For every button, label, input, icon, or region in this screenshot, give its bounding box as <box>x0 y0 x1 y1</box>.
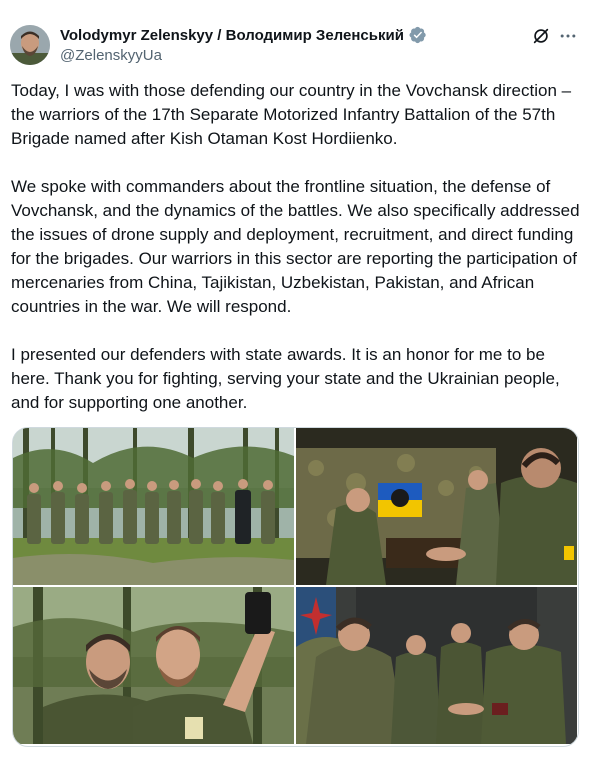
verified-badge-icon[interactable] <box>409 26 427 44</box>
tweet-paragraph: I presented our defenders with state awards. It is an honor for me to be here. Thank you for fighting, serving your state and the Ukrainian people, and for supporting one another. <box>11 345 560 412</box>
photo-award-ceremony[interactable] <box>296 587 577 744</box>
tweet-paragraph: Today, I was with those defending our country in the Vovchansk direction – the warriors of the 17th Separate Motorized Infantry Battalion of the 57th Brigade named after Kish Otaman Kost Hordiienko. <box>11 81 572 148</box>
more-options-button[interactable] <box>556 25 580 47</box>
tweet-text <box>11 79 586 439</box>
more-options-icon <box>558 26 578 46</box>
media-grid <box>12 427 579 747</box>
author-handle[interactable]: @ZelenskyyUa <box>60 47 162 64</box>
grok-button[interactable] <box>530 25 552 47</box>
tweet-paragraph: We spoke with commanders about the frontline situation, the defense of Vovchansk, and the dynamics of the battles. We also specifically addressed the issues of drone supply and deployment, recruitment, and direct funding for the brigades. Our warriors in this sector are reporting the participation of mercenaries from China, Tajikistan, Uzbekistan, Pakistan, and African countries in the war. We will respond. <box>11 177 580 316</box>
photo-handshake-with-flag[interactable] <box>296 428 577 585</box>
avatar[interactable] <box>10 25 50 65</box>
photo-group-in-forest[interactable] <box>13 428 294 585</box>
author-display-name[interactable]: Volodymyr Zelenskyy / Володимир Зеленський <box>60 26 404 44</box>
author-name-row[interactable] <box>60 25 427 45</box>
grok-icon <box>531 26 551 46</box>
avatar-image <box>10 25 50 65</box>
photo-selfie[interactable] <box>13 587 294 744</box>
